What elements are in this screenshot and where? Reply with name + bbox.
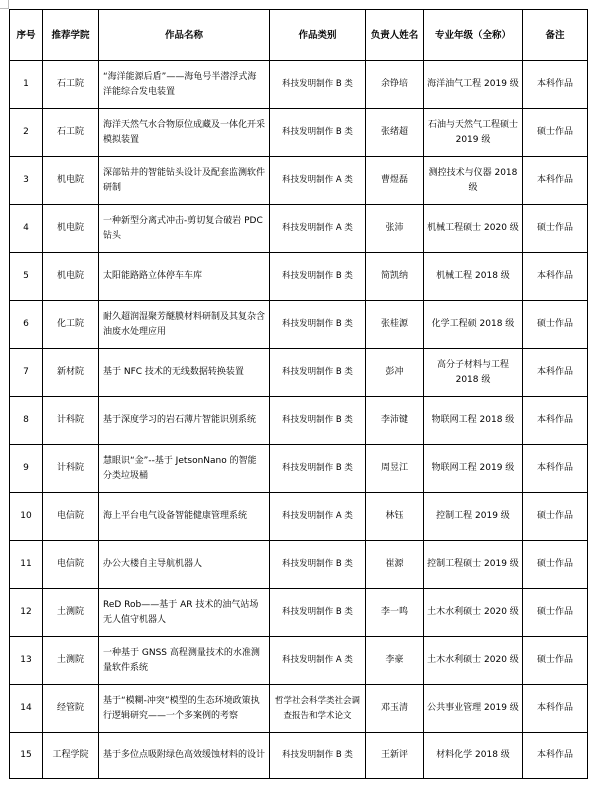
header-cell: 推荐学院: [43, 10, 99, 61]
cell-index: 13: [10, 637, 43, 685]
cell-note: 硕士作品: [523, 109, 588, 157]
cell-index: 5: [10, 253, 43, 301]
table-row: [10, 733, 588, 779]
table-row: [10, 349, 588, 397]
cell-work-name: 耐久超润湿聚芳醚膜材料研制及其复杂含油废水处理应用: [99, 301, 270, 349]
cell-work-name: 海上平台电气设备智能健康管理系统: [99, 493, 270, 541]
cell-category: 科技发明制作 B 类: [270, 349, 366, 397]
cell-work-name: 慧眼识“金”--基于 JetsonNano 的智能分类垃圾桶: [99, 445, 270, 493]
cell-college: 机电院: [43, 205, 99, 253]
header-cell: 作品名称: [99, 10, 270, 61]
cell-leader: 邓玉清: [366, 685, 424, 733]
cell-category: 科技发明制作 B 类: [270, 397, 366, 445]
cell-work-name: 一种基于 GNSS 高程测量技术的水准测量软件系统: [99, 637, 270, 685]
cell-leader: 李豪: [366, 637, 424, 685]
cell-index: 7: [10, 349, 43, 397]
cell-work-name: ReD Rob——基于 AR 技术的油气站场无人值守机器人: [99, 589, 270, 637]
cell-category: 科技发明制作 B 类: [270, 109, 366, 157]
cell-major: 测控技术与仪器 2018 级: [424, 157, 523, 205]
cell-work-name: 深部钻井的智能钻头设计及配套监测软件研制: [99, 157, 270, 205]
cell-major: 机械工程硕士 2020 级: [424, 205, 523, 253]
cell-college: 机电院: [43, 157, 99, 205]
header-cell: 负责人姓名: [366, 10, 424, 61]
cell-college: 电信院: [43, 493, 99, 541]
cell-leader: 张桂源: [366, 301, 424, 349]
cell-index: 12: [10, 589, 43, 637]
cell-college: 土测院: [43, 589, 99, 637]
table-row: [10, 637, 588, 685]
cell-work-name: 基于深度学习的岩石薄片智能识别系统: [99, 397, 270, 445]
header-cell: 作品类别: [270, 10, 366, 61]
award-table: [9, 9, 588, 779]
cell-index: 9: [10, 445, 43, 493]
cell-leader: 林钰: [366, 493, 424, 541]
cell-work-name: 办公大楼自主导航机器人: [99, 541, 270, 589]
cell-category: 哲学社会科学类社会调查报告和学术论文: [270, 685, 366, 733]
cell-major: 高分子材料与工程 2018 级: [424, 349, 523, 397]
cell-college: 新材院: [43, 349, 99, 397]
cell-category: 科技发明制作 A 类: [270, 157, 366, 205]
cell-index: 14: [10, 685, 43, 733]
cell-work-name: 基于多位点吸附绿色高效缓蚀材料的设计: [99, 733, 270, 779]
cell-index: 2: [10, 109, 43, 157]
cell-work-name: 太阳能路路立体停车车库: [99, 253, 270, 301]
cell-college: 计科院: [43, 445, 99, 493]
cell-category: 科技发明制作 B 类: [270, 61, 366, 109]
cell-leader: 崔源: [366, 541, 424, 589]
cell-note: 本科作品: [523, 349, 588, 397]
header-cell: 备注: [523, 10, 588, 61]
table-row: [10, 445, 588, 493]
cell-leader: 简凯纳: [366, 253, 424, 301]
cell-leader: 李一鸣: [366, 589, 424, 637]
cell-index: 15: [10, 733, 43, 779]
table-row: [10, 205, 588, 253]
cell-index: 4: [10, 205, 43, 253]
cell-work-name: 一种新型分离式冲击-剪切复合破岩 PDC 钻头: [99, 205, 270, 253]
cell-college: 土测院: [43, 637, 99, 685]
cell-category: 科技发明制作 B 类: [270, 253, 366, 301]
cell-note: 硕士作品: [523, 205, 588, 253]
cell-category: 科技发明制作 B 类: [270, 733, 366, 779]
cell-major: 化学工程硕 2018 级: [424, 301, 523, 349]
cell-college: 工程学院: [43, 733, 99, 779]
table-row: [10, 589, 588, 637]
cell-major: 石油与天然气工程硕士 2019 级: [424, 109, 523, 157]
cell-leader: 张绪超: [366, 109, 424, 157]
cell-note: 硕士作品: [523, 541, 588, 589]
cell-note: 本科作品: [523, 733, 588, 779]
table-row: [10, 157, 588, 205]
cell-college: 计科院: [43, 397, 99, 445]
cell-major: 机械工程 2018 级: [424, 253, 523, 301]
cell-index: 1: [10, 61, 43, 109]
header-cell: 序号: [10, 10, 43, 61]
cell-leader: 周昱江: [366, 445, 424, 493]
cell-note: 本科作品: [523, 445, 588, 493]
cell-index: 6: [10, 301, 43, 349]
cell-note: 本科作品: [523, 685, 588, 733]
table-row: [10, 397, 588, 445]
cell-leader: 曹煜磊: [366, 157, 424, 205]
cell-category: 科技发明制作 B 类: [270, 445, 366, 493]
cell-major: 海洋油气工程 2019 级: [424, 61, 523, 109]
cell-college: 石工院: [43, 61, 99, 109]
cell-note: 硕士作品: [523, 589, 588, 637]
cell-work-name: 基于 NFC 技术的无线数据转换装置: [99, 349, 270, 397]
cell-major: 材料化学 2018 级: [424, 733, 523, 779]
cell-major: 公共事业管理 2019 级: [424, 685, 523, 733]
cell-leader: 王新评: [366, 733, 424, 779]
cell-note: 硕士作品: [523, 637, 588, 685]
cell-work-name: 海洋天然气水合物原位成藏及一体化开采模拟装置: [99, 109, 270, 157]
cell-note: 本科作品: [523, 253, 588, 301]
cell-category: 科技发明制作 B 类: [270, 541, 366, 589]
table-row: [10, 685, 588, 733]
cell-major: 控制工程硕士 2019 级: [424, 541, 523, 589]
cell-college: 电信院: [43, 541, 99, 589]
cell-index: 3: [10, 157, 43, 205]
cell-category: 科技发明制作 A 类: [270, 493, 366, 541]
page-crop-mark: [0, 0, 9, 9]
cell-index: 11: [10, 541, 43, 589]
cell-major: 控制工程 2019 级: [424, 493, 523, 541]
table-row: [10, 493, 588, 541]
cell-note: 本科作品: [523, 157, 588, 205]
cell-leader: 余铮培: [366, 61, 424, 109]
cell-leader: 李沛键: [366, 397, 424, 445]
cell-major: 物联网工程 2018 级: [424, 397, 523, 445]
table-row: [10, 253, 588, 301]
cell-category: 科技发明制作 A 类: [270, 205, 366, 253]
cell-college: 石工院: [43, 109, 99, 157]
cell-note: 硕士作品: [523, 493, 588, 541]
cell-note: 硕士作品: [523, 301, 588, 349]
cell-index: 8: [10, 397, 43, 445]
cell-major: 土木水利硕士 2020 级: [424, 637, 523, 685]
cell-major: 物联网工程 2019 级: [424, 445, 523, 493]
cell-work-name: “海洋能源后盾”——海龟号半潜浮式海洋能综合发电装置: [99, 61, 270, 109]
table-row: [10, 541, 588, 589]
cell-college: 化工院: [43, 301, 99, 349]
cell-college: 经管院: [43, 685, 99, 733]
cell-note: 本科作品: [523, 397, 588, 445]
cell-category: 科技发明制作 B 类: [270, 589, 366, 637]
cell-work-name: 基于“模糊-冲突”模型的生态环境政策执行逻辑研究——一个多案例的考察: [99, 685, 270, 733]
header-row: [10, 10, 588, 61]
cell-major: 土木水利硕士 2020 级: [424, 589, 523, 637]
cell-note: 本科作品: [523, 61, 588, 109]
cell-leader: 彭冲: [366, 349, 424, 397]
cell-leader: 张沛: [366, 205, 424, 253]
cell-college: 机电院: [43, 253, 99, 301]
header-cell: 专业年级（全称）: [424, 10, 523, 61]
table-row: [10, 301, 588, 349]
table-row: [10, 61, 588, 109]
cell-index: 10: [10, 493, 43, 541]
table-row: [10, 109, 588, 157]
cell-category: 科技发明制作 A 类: [270, 637, 366, 685]
cell-category: 科技发明制作 B 类: [270, 301, 366, 349]
